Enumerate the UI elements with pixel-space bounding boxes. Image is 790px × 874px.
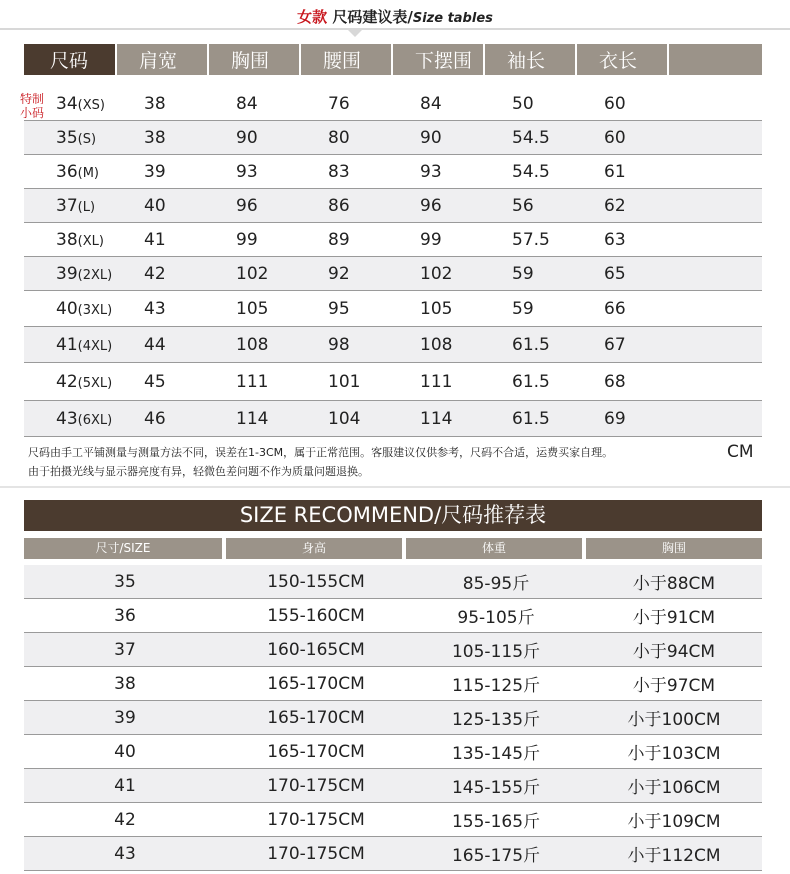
rec-size-cell: 42 <box>24 803 226 837</box>
rec-height-cell: 155-160CM <box>226 599 406 633</box>
size-cell <box>24 155 116 189</box>
size-number: 35 <box>56 127 78 148</box>
hem-cell: 93 <box>392 155 484 189</box>
size-label: (M) <box>77 165 100 181</box>
recommend-table <box>24 537 762 871</box>
title-black-text: 尺码建议表/ <box>327 8 413 26</box>
hem-cell: 108 <box>392 327 484 363</box>
rec-height-cell: 170-175CM <box>226 803 406 837</box>
length-cell: 60 <box>576 87 668 121</box>
blank-cell <box>668 327 762 363</box>
rec-chest-cell: 小于88CM <box>586 565 762 599</box>
size-number: 37 <box>56 195 78 216</box>
rec-chest-cell: 小于103CM <box>586 735 762 769</box>
title-pointer <box>348 30 362 37</box>
sleeve-cell: 57.5 <box>484 223 576 257</box>
chest-cell: 84 <box>208 87 300 121</box>
header-gap <box>24 75 762 87</box>
rec-size-cell: 35 <box>24 565 226 599</box>
rec-weight-cell: 105-115斤 <box>406 633 586 667</box>
length-cell: 67 <box>576 327 668 363</box>
size-cell <box>24 223 116 257</box>
table-row <box>24 121 762 155</box>
sleeve-cell: 59 <box>484 291 576 327</box>
size-number: 34 <box>56 93 78 114</box>
blank-cell <box>668 363 762 401</box>
size-cell <box>24 327 116 363</box>
rec-height-cell: 165-170CM <box>226 667 406 701</box>
sleeve-cell: 61.5 <box>484 327 576 363</box>
size-table-header <box>24 44 762 75</box>
rec-weight-cell: 135-145斤 <box>406 735 586 769</box>
sleeve-cell: 56 <box>484 189 576 223</box>
rec-chest-cell: 小于97CM <box>586 667 762 701</box>
sleeve-cell: 59 <box>484 257 576 291</box>
rec-size-cell: 36 <box>24 599 226 633</box>
table-row <box>24 257 762 291</box>
shoulder-cell: 39 <box>116 155 208 189</box>
blank-cell <box>668 189 762 223</box>
size-cell <box>24 121 116 155</box>
recommend-title: SIZE RECOMMEND/尺码推荐表 <box>24 500 762 531</box>
size-number: 36 <box>56 161 78 182</box>
hem-cell: 99 <box>392 223 484 257</box>
header-size: 尺码 <box>24 44 116 75</box>
length-cell: 66 <box>576 291 668 327</box>
rec-header-height <box>226 537 406 559</box>
rec-size-cell: 39 <box>24 701 226 735</box>
rec-header-weight <box>406 537 586 559</box>
rec-chest-cell: 小于112CM <box>586 837 762 871</box>
size-number: 42 <box>56 371 78 392</box>
title-underline <box>0 28 790 30</box>
size-number: 41 <box>56 334 78 355</box>
rec-size-cell: 37 <box>24 633 226 667</box>
size-table-body <box>24 75 762 437</box>
header-shoulder: 肩宽 <box>116 44 208 75</box>
rec-height-cell: 165-170CM <box>226 735 406 769</box>
size-label: (XS) <box>77 97 105 113</box>
table-row <box>24 599 762 633</box>
recommend-table-body <box>24 559 762 871</box>
length-cell: 61 <box>576 155 668 189</box>
table-row <box>24 401 762 437</box>
sleeve-cell: 54.5 <box>484 121 576 155</box>
shoulder-cell: 44 <box>116 327 208 363</box>
hem-cell: 114 <box>392 401 484 437</box>
sleeve-cell: 54.5 <box>484 155 576 189</box>
rec-height-cell: 170-175CM <box>226 769 406 803</box>
rec-height-cell: 150-155CM <box>226 565 406 599</box>
special-size-note: 特制小码 <box>20 92 45 120</box>
rec-weight-cell: 145-155斤 <box>406 769 586 803</box>
table-row <box>24 189 762 223</box>
size-label: (3XL) <box>77 302 113 318</box>
rec-weight-cell: 125-135斤 <box>406 701 586 735</box>
length-cell: 65 <box>576 257 668 291</box>
size-label: (S) <box>77 131 97 147</box>
rec-header-weight-label: 体重 <box>406 538 582 559</box>
size-number: 38 <box>56 229 78 250</box>
header-waist: 腰围 <box>300 44 392 75</box>
table-row <box>24 837 762 871</box>
size-cell <box>24 401 116 437</box>
length-cell: 60 <box>576 121 668 155</box>
rec-weight-cell: 85-95斤 <box>406 565 586 599</box>
length-cell: 69 <box>576 401 668 437</box>
waist-cell: 83 <box>300 155 392 189</box>
waist-cell: 76 <box>300 87 392 121</box>
length-cell: 63 <box>576 223 668 257</box>
table-row <box>24 769 762 803</box>
hem-cell: 102 <box>392 257 484 291</box>
rec-chest-cell: 小于100CM <box>586 701 762 735</box>
hem-cell: 90 <box>392 121 484 155</box>
chest-cell: 114 <box>208 401 300 437</box>
size-label: (XL) <box>77 233 104 249</box>
size-label: (5XL) <box>77 375 113 391</box>
header-chest: 胸围 <box>208 44 300 75</box>
chest-cell: 93 <box>208 155 300 189</box>
table-row <box>24 735 762 769</box>
size-number: 40 <box>56 298 78 319</box>
shoulder-cell: 45 <box>116 363 208 401</box>
color-note: 由于拍摄光线与显示器亮度有异，轻微色差问题不作为质量问题退换。 <box>28 465 369 478</box>
rec-header-chest-label: 胸围 <box>586 538 762 559</box>
chest-cell: 96 <box>208 189 300 223</box>
size-number: 39 <box>56 263 78 284</box>
waist-cell: 92 <box>300 257 392 291</box>
waist-cell: 86 <box>300 189 392 223</box>
rec-weight-cell: 155-165斤 <box>406 803 586 837</box>
header-hem: 下摆围 <box>392 44 484 75</box>
rec-size-cell: 41 <box>24 769 226 803</box>
size-table <box>24 44 762 437</box>
size-label: (6XL) <box>77 412 113 428</box>
hem-cell: 111 <box>392 363 484 401</box>
table-row <box>24 155 762 189</box>
waist-cell: 80 <box>300 121 392 155</box>
rec-header-size-label: 尺寸/SIZE <box>24 538 222 559</box>
table-row <box>24 327 762 363</box>
rec-chest-cell: 小于109CM <box>586 803 762 837</box>
rec-header-height-label: 身高 <box>226 538 402 559</box>
shoulder-cell: 41 <box>116 223 208 257</box>
unit-label: CM <box>727 442 754 462</box>
rec-height-cell: 165-170CM <box>226 701 406 735</box>
size-cell <box>24 291 116 327</box>
chest-cell: 90 <box>208 121 300 155</box>
header-gap-cell <box>24 75 762 87</box>
rec-header-size <box>24 537 226 559</box>
shoulder-cell: 46 <box>116 401 208 437</box>
shoulder-cell: 38 <box>116 121 208 155</box>
rec-size-cell: 38 <box>24 667 226 701</box>
title-bar <box>0 0 790 38</box>
blank-cell <box>668 291 762 327</box>
table-row <box>24 87 762 121</box>
sleeve-cell: 61.5 <box>484 401 576 437</box>
rec-size-cell: 43 <box>24 837 226 871</box>
rec-weight-cell: 165-175斤 <box>406 837 586 871</box>
table-row <box>24 291 762 327</box>
section-divider <box>0 486 790 488</box>
chest-cell: 102 <box>208 257 300 291</box>
blank-cell <box>668 257 762 291</box>
table-row <box>24 363 762 401</box>
rec-chest-cell: 小于91CM <box>586 599 762 633</box>
shoulder-cell: 43 <box>116 291 208 327</box>
header-length: 衣长 <box>576 44 668 75</box>
recommend-table-header <box>24 537 762 559</box>
length-cell: 68 <box>576 363 668 401</box>
rec-header-chest <box>586 537 762 559</box>
blank-cell <box>668 155 762 189</box>
title-red-text: 女款 <box>297 8 328 26</box>
blank-cell <box>668 401 762 437</box>
blank-cell <box>668 87 762 121</box>
sleeve-cell: 61.5 <box>484 363 576 401</box>
blank-cell <box>668 121 762 155</box>
waist-cell: 101 <box>300 363 392 401</box>
size-label: (2XL) <box>77 267 113 283</box>
size-cell <box>24 257 116 291</box>
table-row <box>24 565 762 599</box>
table-row <box>24 701 762 735</box>
chest-cell: 111 <box>208 363 300 401</box>
length-cell: 62 <box>576 189 668 223</box>
blank-cell <box>668 223 762 257</box>
table-row <box>24 223 762 257</box>
size-label: (L) <box>77 199 96 215</box>
header-blank <box>668 44 762 75</box>
title-italic-text: Size tables <box>412 11 493 26</box>
header-sleeve: 袖长 <box>484 44 576 75</box>
waist-cell: 95 <box>300 291 392 327</box>
shoulder-cell: 40 <box>116 189 208 223</box>
sleeve-cell: 50 <box>484 87 576 121</box>
shoulder-cell: 42 <box>116 257 208 291</box>
table-row <box>24 667 762 701</box>
rec-weight-cell: 115-125斤 <box>406 667 586 701</box>
rec-chest-cell: 小于106CM <box>586 769 762 803</box>
hem-cell: 96 <box>392 189 484 223</box>
rec-weight-cell: 95-105斤 <box>406 599 586 633</box>
waist-cell: 89 <box>300 223 392 257</box>
size-number: 43 <box>56 408 78 429</box>
size-cell <box>24 189 116 223</box>
chest-cell: 105 <box>208 291 300 327</box>
size-label: (4XL) <box>77 338 113 354</box>
rec-size-cell: 40 <box>24 735 226 769</box>
table-row <box>24 803 762 837</box>
hem-cell: 105 <box>392 291 484 327</box>
chest-cell: 108 <box>208 327 300 363</box>
waist-cell: 104 <box>300 401 392 437</box>
rec-chest-cell: 小于94CM <box>586 633 762 667</box>
chest-cell: 99 <box>208 223 300 257</box>
waist-cell: 98 <box>300 327 392 363</box>
shoulder-cell: 38 <box>116 87 208 121</box>
hem-cell: 84 <box>392 87 484 121</box>
measurement-note: 尺码由手工平铺测量与测量方法不同，误差在1-3CM，属于正常范围。客服建议仅供参考，尺码不合适，运费买家自理。 <box>28 446 614 459</box>
rec-height-cell: 160-165CM <box>226 633 406 667</box>
page-title <box>0 6 790 27</box>
rec-height-cell: 170-175CM <box>226 837 406 871</box>
table-row <box>24 633 762 667</box>
size-cell <box>24 363 116 401</box>
